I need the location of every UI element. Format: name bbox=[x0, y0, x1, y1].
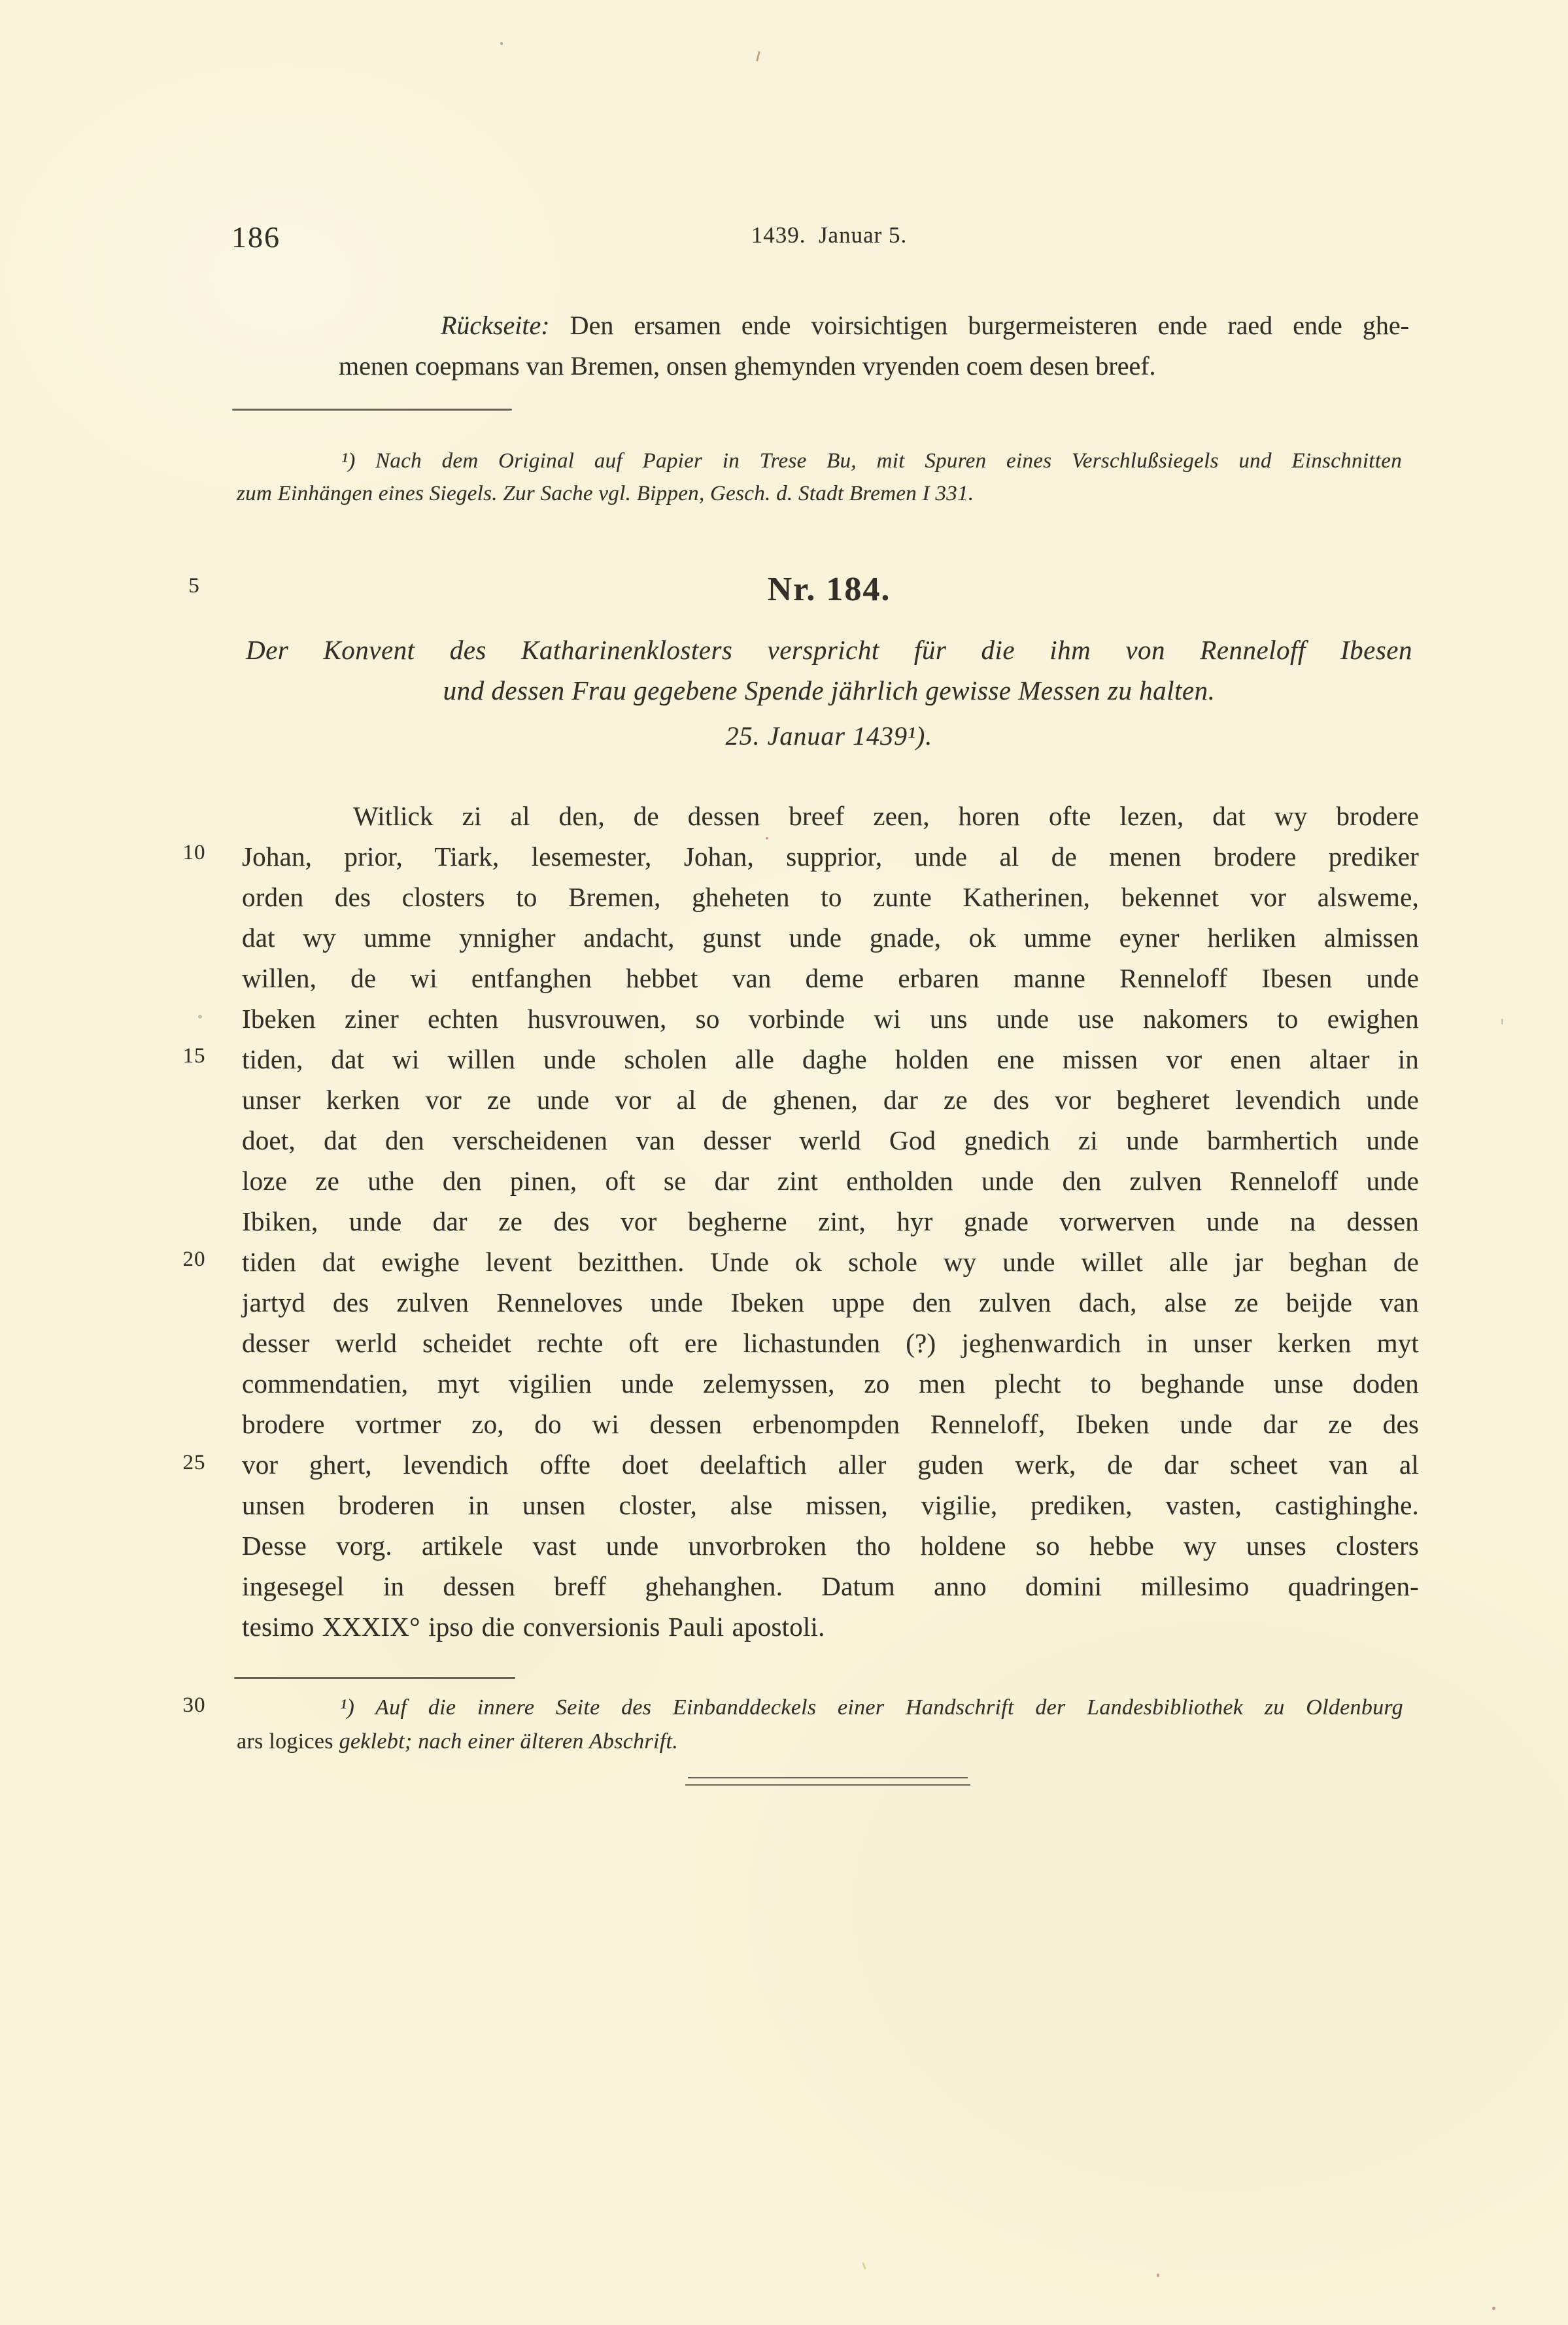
body-text-line: brodere vortmer zo, do wi dessen erbenompden Renneloff, Ibeken unde dar ze des bbox=[242, 1409, 1419, 1439]
body-text-line: Witlick zi al den, de dessen breef zeen, horen ofte lezen, dat wy brodere bbox=[353, 801, 1419, 831]
paper-speck bbox=[756, 51, 760, 61]
footnote-top bbox=[237, 445, 1402, 510]
address-note-label: Rückseite: bbox=[441, 311, 550, 340]
section-end-rule bbox=[688, 1777, 968, 1778]
body-text-line: commendatien, myt vigilien unde zelemyssen, zo men plecht to beghande unse doden bbox=[242, 1368, 1419, 1399]
body-text-line: tiden dat ewighe levent bezitthen. Unde ok schole wy unde willet alle jar beghan de bbox=[242, 1247, 1419, 1277]
address-note-line bbox=[339, 305, 1409, 346]
footnote-bottom bbox=[237, 1691, 1403, 1759]
footnote-line bbox=[237, 1725, 1403, 1759]
body-text-line: Ibiken, unde dar ze des vor begherne zint, hyr gnade vorwerven unde na dessen bbox=[242, 1206, 1419, 1236]
address-note bbox=[339, 305, 1409, 386]
charter-body bbox=[242, 796, 1419, 1647]
margin-line-number: 15 bbox=[182, 1044, 206, 1068]
charter-summary-line: und dessen Frau gegebene Spende jährlich gewisse Messen zu halten. bbox=[443, 675, 1216, 705]
margin-line-number: 5 bbox=[188, 574, 200, 598]
margin-line-number: 20 bbox=[182, 1247, 206, 1271]
paper-speck bbox=[862, 2262, 866, 2269]
body-text-line: desser werld scheidet rechte oft ere lichastunden (?) jeghenwardich in unser kerken myt bbox=[242, 1328, 1419, 1358]
page-number: 186 bbox=[231, 220, 281, 254]
charter-number-heading: Nr. 184. bbox=[767, 571, 891, 608]
charter-summary-line: Der Konvent des Katharinenklosters verspricht für die ihm von Renneloff Ibesen bbox=[246, 635, 1412, 665]
paper-speck bbox=[766, 837, 768, 840]
footnote-line: ¹) Auf die innere Seite des Einbanddeckels einer Handschrift der Landesbibliothek zu Oldenburg bbox=[340, 1695, 1403, 1720]
body-text-line: dat wy umme ynnigher andacht, gunst unde gnade, ok umme eyner herliken almissen bbox=[242, 923, 1419, 953]
body-text-line: Desse vorg. artikele vast unde unvorbroken tho holdene so hebbe wy unses closters bbox=[242, 1531, 1419, 1561]
section-end-rule bbox=[685, 1784, 970, 1786]
body-text-line: jartyd des zulven Renneloves unde Ibeken uppe den zulven dach, alse ze beijde van bbox=[242, 1287, 1419, 1317]
body-text-line: unsen broderen in unsen closter, alse missen, vigilie, prediken, vasten, castighinghe. bbox=[242, 1490, 1419, 1520]
footnote-line: zum Einhängen eines Siegels. Zur Sache vgl. Bippen, Gesch. d. Stadt Bremen I 331. bbox=[237, 482, 974, 505]
body-text-line: doet, dat den verscheidenen van desser werld God gnedich zi unde barmhertich unde bbox=[242, 1125, 1419, 1155]
margin-line-number: 10 bbox=[182, 841, 206, 864]
body-text-line: orden des closters to Bremen, gheheten to zunte Katherinen, bekennet vor alsweme, bbox=[242, 882, 1419, 912]
paper-speck bbox=[198, 1015, 202, 1019]
body-text-line: willen, de wi entfanghen hebbet van deme erbaren manne Renneloff Ibesen unde bbox=[242, 963, 1419, 993]
running-header: 1439. Januar 5. bbox=[751, 222, 908, 248]
body-text-line: ingesegel in dessen breff ghehanghen. Datum anno domini millesimo quadringen- bbox=[242, 1571, 1419, 1601]
address-note-text: Den ersamen ende voirsichtigen burgermeisteren ende raed ende ghe- bbox=[549, 311, 1409, 340]
paper-speck bbox=[1501, 1019, 1503, 1025]
margin-line-number: 30 bbox=[182, 1693, 206, 1717]
body-text-line: Ibeken ziner echten husvrouwen, so vorbinde wi uns unde use nakomers to ewighen bbox=[242, 1004, 1419, 1034]
body-text-line: tiden, dat wi willen unde scholen alle daghe holden ene missen vor enen altaer in bbox=[242, 1044, 1419, 1074]
charter-date: 25. Januar 1439¹). bbox=[725, 721, 933, 751]
charter-summary bbox=[243, 630, 1415, 711]
body-text-line: tesimo XXXIX° ipso die conversionis Pauli apostoli. bbox=[242, 1612, 825, 1642]
paper-speck bbox=[1492, 2307, 1495, 2310]
footnote-separator-rule bbox=[234, 1677, 515, 1679]
footnote-text: geklebt; nach einer älteren Abschrift. bbox=[333, 1729, 678, 1754]
address-note-line: menen coepmans van Bremen, onsen ghemynden vryenden coem desen breef. bbox=[339, 351, 1156, 381]
body-text-line: loze ze uthe den pinen, oft se dar zint entholden unde den zulven Renneloff unde bbox=[242, 1166, 1419, 1196]
paper-speck bbox=[500, 42, 503, 45]
footnote-separator-rule bbox=[232, 409, 512, 411]
footnote-latin-term: ars logices bbox=[237, 1729, 333, 1754]
paper-speck bbox=[1157, 2273, 1159, 2277]
margin-line-number: 25 bbox=[182, 1451, 206, 1474]
body-text-line: unser kerken vor ze unde vor al de ghenen, dar ze des vor begheret levendich unde bbox=[242, 1085, 1419, 1115]
body-text-line: vor ghert, levendich offte doet deelaftich aller guden werk, de dar scheet van al bbox=[242, 1450, 1419, 1480]
footnote-line: ¹) Nach dem Original auf Papier in Trese Bu, mit Spuren eines Verschlußsiegels und Einschnitten bbox=[341, 449, 1402, 473]
body-text-line: Johan, prior, Tiark, lesemester, Johan, supprior, unde al de menen brodere prediker bbox=[242, 841, 1419, 872]
